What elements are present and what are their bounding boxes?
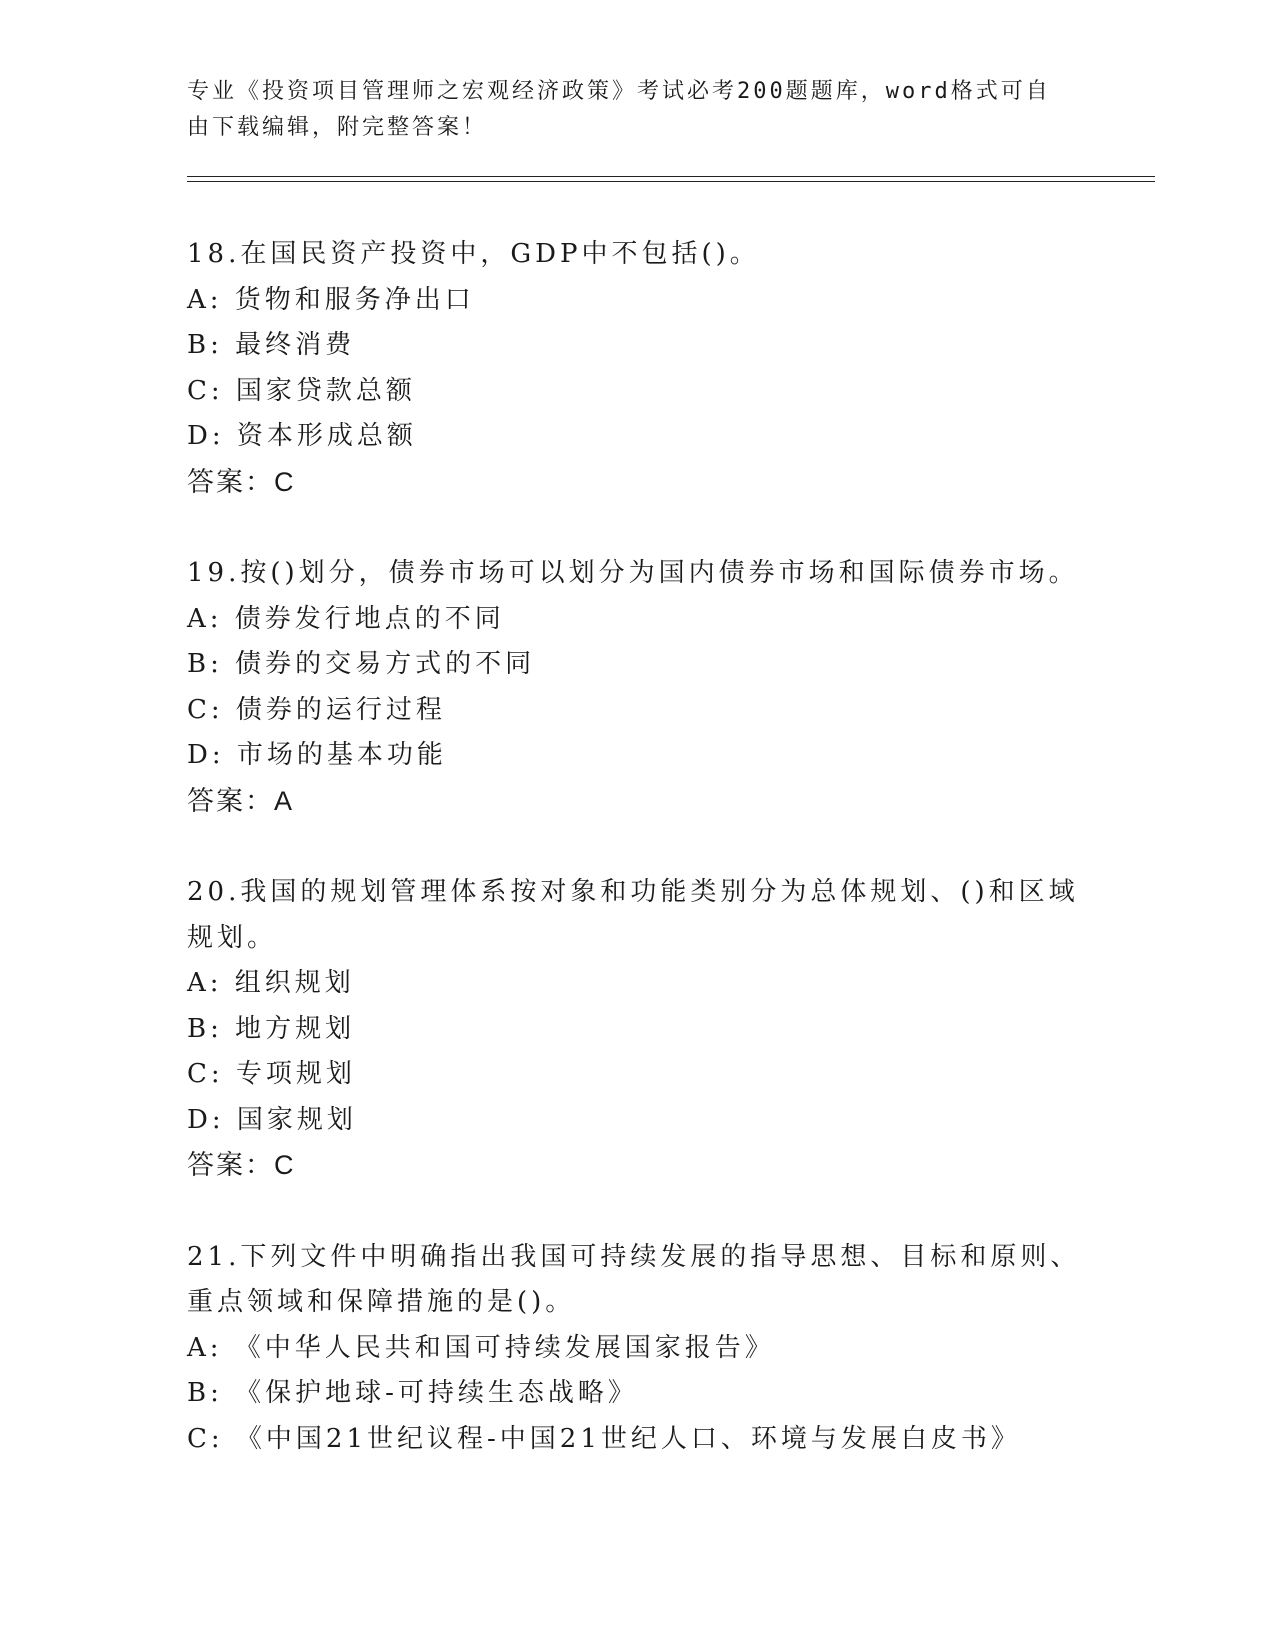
- question-stem: 21.下列文件中明确指出我国可持续发展的指导思想、目标和原则、重点领域和保障措施的是()。: [187, 1241, 1081, 1317]
- question-19: [187, 551, 1087, 824]
- answer-key: 答案：C: [187, 1150, 296, 1180]
- option-d: D: 资本形成总额: [187, 421, 417, 451]
- option-c: C: 国家贷款总额: [187, 375, 416, 406]
- question-stem: 19.按()划分，债券市场可以划分为国内债券市场和国际债券市场。: [187, 558, 1079, 588]
- question-18: [187, 232, 1087, 505]
- header-divider-top: [187, 176, 1155, 177]
- option-a: A: 《中华人民共和国可持续发展国家报告》: [187, 1332, 775, 1363]
- option-d: D: 国家规划: [187, 1104, 357, 1135]
- option-c: C: 债券的运行过程: [187, 694, 446, 725]
- header-divider-bottom: [187, 181, 1155, 182]
- option-b: B: 《保护地球-可持续生态战略》: [187, 1378, 638, 1408]
- question-stem: 18.在国民资产投资中，GDP中不包括()。: [187, 239, 760, 269]
- document-intro: 专业《投资项目管理师之宏观经济政策》考试必考200题题库，word格式可自由下载编辑，附完整答案！: [187, 79, 1051, 140]
- question-list: [187, 232, 1087, 1508]
- option-a: A: 债券发行地点的不同: [187, 603, 505, 634]
- answer-key: 答案：C: [187, 466, 296, 497]
- question-21: [187, 1235, 1087, 1463]
- option-c: C: 专项规划: [187, 1059, 356, 1089]
- question-20: [187, 870, 1087, 1189]
- question-stem: 20.我国的规划管理体系按对象和功能类别分为总体规划、()和区域规划。: [187, 877, 1079, 953]
- option-d: D: 市场的基本功能: [187, 740, 447, 770]
- option-b: B: 地方规划: [187, 1013, 356, 1044]
- answer-key: 答案：A: [187, 785, 295, 816]
- option-a: A: 货物和服务净出口: [187, 284, 475, 315]
- option-c: C: 《中国21世纪议程-中国21世纪人口、环境与发展白皮书》: [187, 1423, 1021, 1454]
- option-b: B: 最终消费: [187, 330, 356, 360]
- option-b: B: 债券的交易方式的不同: [187, 649, 536, 679]
- option-a: A: 组织规划: [187, 968, 355, 998]
